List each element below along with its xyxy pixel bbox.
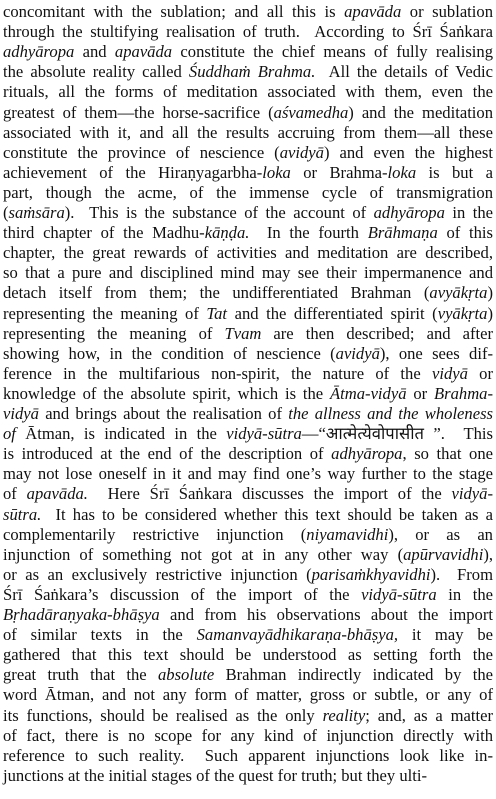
text-span: of this	[437, 223, 493, 243]
text-span: its functions, should be realised as the only	[3, 705, 323, 725]
text-span: constitute the province of nescience (	[3, 142, 280, 162]
text-span: detach itself from them; the undifferentiated Brahman (	[3, 283, 430, 303]
text-span: of similar texts in the	[3, 625, 197, 645]
text-span: achievement of the Hiraṇyagarbha-	[3, 162, 263, 182]
text-span: junctions at the initial stages of the quest for truth; but they ulti-	[3, 765, 427, 785]
text-span: part, though the acme, of the immense cycle of transmigration	[3, 182, 493, 202]
italic-text: adhyāropa	[331, 444, 403, 464]
text-span: ),	[483, 544, 493, 564]
italic-text: parisaṁkhyavidhi	[311, 564, 431, 584]
text-span: is introduced at the end of the description of	[3, 444, 332, 464]
italic-text: absolute	[158, 665, 215, 685]
italic-text: avyākṛta	[429, 283, 488, 303]
text-span: ) and even the highest	[323, 142, 493, 162]
italic-text: avidyā	[279, 142, 324, 162]
italic-text: niyamavidhi	[306, 524, 389, 544]
italic-text: Tvam	[224, 323, 262, 343]
italic-text: Bṛhadāraṇyaka-bhāṣya	[3, 605, 160, 624]
text-span: are then described; and after	[261, 323, 494, 343]
text-span: and	[74, 42, 115, 62]
italic-text: adhyāropa	[3, 42, 75, 62]
italic-text: aśvamedha	[273, 102, 349, 122]
italic-text: kāṇḍa.	[204, 223, 250, 243]
text-span: or as an exclusively restrictive injunction (	[3, 564, 312, 584]
text-span: All the details of Vedic	[315, 62, 494, 82]
text-span: or sublation	[401, 2, 493, 21]
text-span: )	[487, 283, 493, 303]
text-span: constitute the chief means of fully realising	[172, 42, 494, 62]
text-span: complementarily restrictive injunction (	[3, 524, 307, 544]
text-line	[3, 764, 493, 788]
text-span: Ātman, is indicated in the	[15, 424, 227, 444]
text-span: the absolute reality called	[3, 62, 189, 82]
text-span: gathered that this text should be understood as setting forth the	[3, 645, 493, 665]
italic-text: vidyā-sūtra	[361, 584, 437, 604]
italic-text: apavāda	[114, 42, 173, 62]
italic-text: Samanvayādhikaraṇa-bhāṣya,	[196, 625, 399, 645]
italic-text: avidyā	[335, 343, 380, 363]
text-span: is but a	[416, 162, 493, 182]
italic-text: sūtra.	[3, 504, 42, 524]
italic-text: Ātma-vidyā	[330, 383, 407, 403]
text-span: through the stultifying realisation of truth. According to Śrī Śaṅkara	[3, 22, 493, 42]
text-span: concomitant with the sublation; and all this is	[3, 2, 345, 21]
text-span: in the	[444, 203, 493, 222]
italic-text: saṁsāra	[8, 203, 65, 222]
italic-text: Śuddhaṁ Brahma.	[188, 62, 316, 82]
italic-text: loka	[262, 162, 291, 182]
text-span: great truth that the	[3, 665, 158, 685]
italic-text: vyākṛta	[437, 303, 488, 323]
text-span: ), one sees dif-	[379, 343, 493, 363]
text-span: ; and, as a matter	[365, 705, 493, 725]
text-span: or	[467, 363, 493, 383]
text-span: word Ātman, and not any form of matter, gross or subtle, or any of	[3, 685, 493, 705]
italic-text: apavāda	[344, 2, 402, 21]
text-span: In the fourth	[249, 223, 368, 243]
text-span: (	[3, 203, 9, 222]
italic-text: apūrvavidhi	[403, 544, 484, 564]
italic-text: vidyā-	[451, 484, 493, 504]
text-span: chapter, the great rewards of activities and meditation are described,	[3, 243, 493, 263]
text-span: It has to be considered whether this text should be taken as a	[41, 504, 493, 524]
text-span: ) and the meditation	[348, 102, 494, 122]
text-span: of	[3, 484, 27, 504]
text-span: ). This is the substance of the account of	[64, 203, 374, 222]
text-span: associated with it, and all the results accruing from them—all these	[3, 122, 493, 142]
italic-text: vidyā-sūtra	[226, 424, 302, 444]
text-span: representing the meaning of	[3, 303, 207, 323]
text-span: third chapter of the Madhu-	[3, 223, 205, 243]
italic-text: loka	[387, 162, 417, 182]
text-span: , so that one	[402, 444, 493, 464]
text-span: and brings about the realisation of	[38, 404, 289, 423]
text-span: rituals, all the forms of meditation associated with them, even the	[3, 82, 493, 102]
text-span: so that a pure and disciplined mind may see their impermanence and	[3, 263, 493, 283]
text-span: it may be	[398, 625, 493, 645]
text-span: in the	[436, 584, 493, 604]
italic-text: reality	[322, 705, 366, 725]
text-span: may not lose oneself in it and may find one’s way further to the stage	[3, 464, 493, 484]
italic-text: apavāda.	[26, 484, 88, 504]
text-span: and from his observations about the import	[159, 605, 493, 624]
italic-text: the allness and the wholeness	[288, 404, 493, 423]
text-span: —“आत्मेत्येवोपासीत ”. This	[301, 424, 493, 444]
text-span: Brahman indirectly indicated by the	[214, 665, 493, 685]
text-span: reference to such reality. Such apparent injunctions look like in-	[3, 745, 493, 765]
text-span: ), or as an	[388, 524, 493, 544]
text-span: or	[406, 383, 435, 403]
italic-text: Brāhmaṇa	[367, 223, 438, 243]
text-span: Here Śrī Śaṅkara discusses the import of the	[87, 484, 452, 504]
text-span: injunction of something not got at in any other way (	[3, 544, 404, 564]
text-span: ference in the multifarious non-spirit, the nature of the	[3, 363, 432, 383]
text-span: )	[487, 303, 493, 323]
italic-text: of	[3, 424, 16, 444]
text-span: representing the meaning of	[3, 323, 225, 343]
text-span: of fact, there is no scope for any kind of injunction directly with	[3, 725, 493, 745]
italic-text: adhyāropa	[373, 203, 445, 222]
text-span: Śrī Śaṅkara’s discussion of the import of the	[3, 584, 362, 604]
text-span: greatest of them—the horse-sacrifice (	[3, 102, 274, 122]
text-span: knowledge of the absolute spirit, which is the	[3, 383, 331, 403]
italic-text: Brahma-	[434, 383, 494, 403]
text-span: and the differentiated spirit (	[227, 303, 438, 323]
text-span: ). From	[430, 564, 493, 584]
italic-text: vidyā	[431, 363, 468, 383]
italic-text: Tat	[206, 303, 228, 323]
text-span: or Brahma-	[290, 162, 388, 182]
text-span: showing how, in the condition of nescience (	[3, 343, 336, 363]
italic-text: vidyā	[3, 404, 39, 423]
